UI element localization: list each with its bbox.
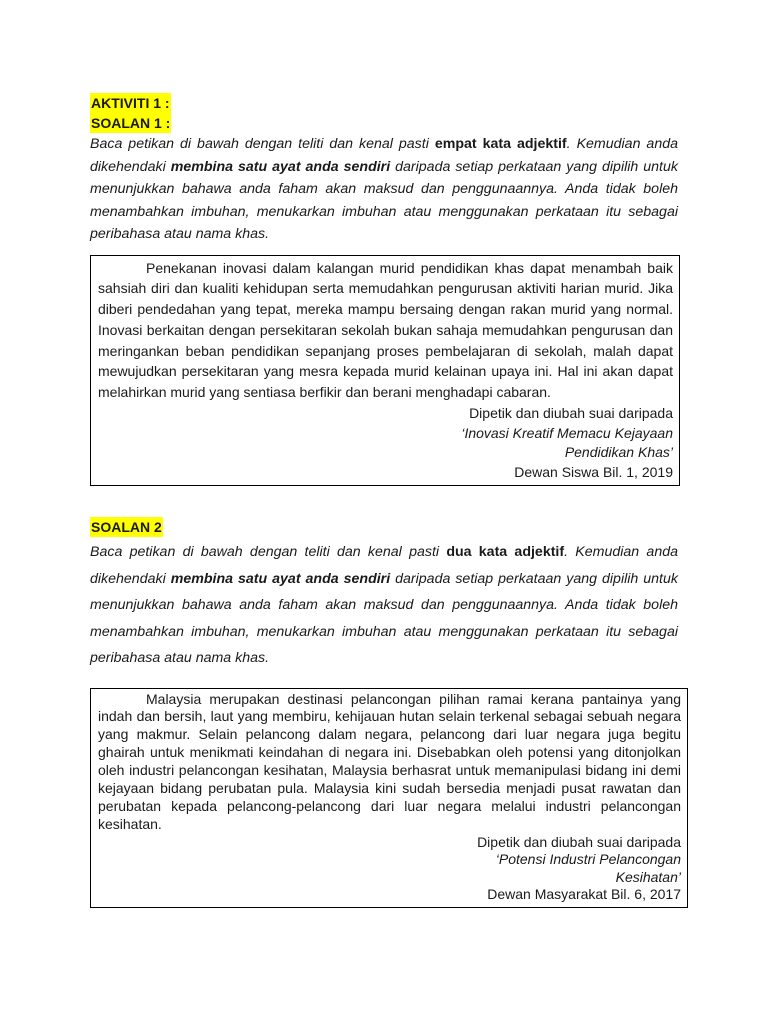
aktiviti-heading: AKTIVITI 1 : <box>91 95 170 111</box>
instruction-text: . Kemudian anda dikehendaki <box>90 136 678 175</box>
instruction-text: daripada setiap perkataan yang dipilih untuk menunjukkan bahawa anda faham akan maksud dan penggunaannya. Anda tidak boleh menambahkan imbuhan, menukarkan imbuhan atau menggunakan perkataan itu sebagai peribahasa atau nama khas. <box>90 570 678 667</box>
instruction-bold-phrase: membina satu ayat anda sendiri <box>170 158 391 175</box>
section-spacer <box>90 486 678 517</box>
source-publication: Dewan Siswa Bil. 1, 2019 <box>514 463 673 480</box>
instruction-bold-keyword: empat kata adjektif <box>434 136 567 152</box>
soalan2-passage-box <box>90 688 688 908</box>
source-title-line: Pendidikan Khas’ <box>564 444 673 461</box>
source-title-line: ‘Potensi Industri Pelancongan <box>495 851 681 868</box>
aktiviti-heading-row <box>90 93 678 113</box>
source-line: Dipetik dan diubah suai daripada <box>469 405 673 422</box>
source-line: Dipetik dan diubah suai daripada <box>477 833 681 850</box>
soalan2-source <box>98 834 681 904</box>
soalan1-instruction <box>90 133 678 246</box>
source-title-line: ‘Inovasi Kreatif Memacu Kejayaan <box>461 424 673 441</box>
soalan1-heading: SOALAN 1 : <box>91 115 171 131</box>
soalan1-source <box>98 404 673 482</box>
soalan1-passage: Penekanan inovasi dalam kalangan murid pendidikan khas dapat menambah baik sahsiah diri dan kualiti kehidupan serta memudahkan pengurusan aktiviti harian murid. Jika diberi pendedahan yang tepat, mereka mampu bersaing dengan rakan murid yang normal. Inovasi berkaitan dengan persekitaran sekolah bukan sahaja memudahkan pengurusan dan meringankan beban pendidikan sepanjang proses pembelajaran di sekolah, malah dapat mewujudkan persekitaran yang mesra kepada murid kelainan upaya ini. Hal ini akan dapat melahirkan murid yang sentiasa berfikir dan berani menghadapi cabaran. <box>98 259 673 401</box>
soalan1-passage-box <box>90 255 680 487</box>
soalan2-instruction <box>90 539 678 672</box>
soalan2-passage: Malaysia merupakan destinasi pelancongan pilihan ramai kerana pantainya yang indah dan bersih, laut yang membiru, kehijauan hutan selain terkenal sebagai sebuah negara yang makmur. Selain pelancong dalam negara, pelancong dari luar negara juga begitu ghairah untuk menikmati keindahan di negara ini. Disebabkan oleh potensi yang ditonjolkan oleh industri pelancongan kesihatan, Malaysia berhasrat untuk memanipulasi bidang ini demi kejayaan bidang perubatan pula. Malaysia kini sudah bersedia menjadi pusat rawatan dan perubatan kepada pelancong-pelancong dari luar negara melalui industri pelancongan kesihatan. <box>98 690 681 832</box>
worksheet-page <box>90 93 681 908</box>
instruction-text: Baca petikan di bawah dengan teliti dan kenal pasti <box>90 544 447 561</box>
soalan1-heading-row <box>90 113 678 133</box>
source-title-line: Kesihatan’ <box>615 868 681 885</box>
source-publication: Dewan Masyarakat Bil. 6, 2017 <box>487 886 681 903</box>
instruction-bold-phrase: membina satu ayat anda sendiri <box>170 570 391 587</box>
soalan2-heading: SOALAN 2 <box>91 519 162 536</box>
soalan2-heading-row <box>90 517 678 537</box>
instruction-text: daripada setiap perkataan yang dipilih untuk menunjukkan bahawa anda faham akan maksud dan penggunaannya. Anda tidak boleh menambahkan imbuhan, menukarkan imbuhan atau menggunakan perkataan itu sebagai peribahasa atau nama khas. <box>90 158 678 242</box>
instruction-text: . Kemudian anda dikehendaki <box>90 544 678 587</box>
instruction-bold-keyword: dua kata adjektif <box>446 544 565 561</box>
instruction-text: Baca petikan di bawah dengan teliti dan kenal pasti <box>90 136 435 152</box>
